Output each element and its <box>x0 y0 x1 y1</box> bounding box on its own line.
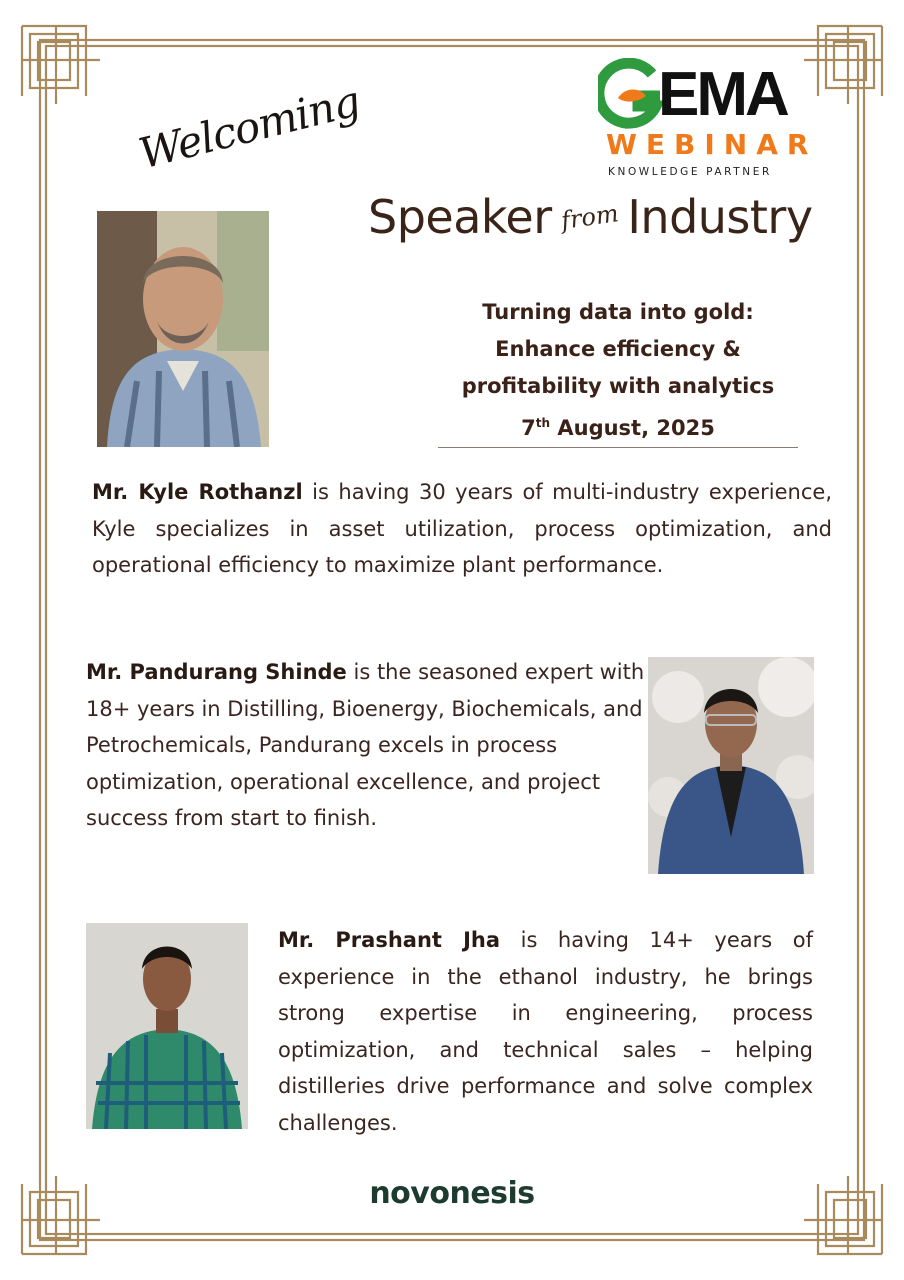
webinar-topic <box>438 294 798 447</box>
speaker-bio-pandurang <box>86 654 646 837</box>
title-from: from <box>559 199 620 235</box>
speaker-photo-prashant <box>86 923 248 1129</box>
speaker-photo-pandurang <box>648 657 814 874</box>
page-title <box>368 190 813 260</box>
title-industry: Industry <box>627 190 813 244</box>
topic-line-2: Enhance efficiency & <box>495 337 741 361</box>
gema-logo <box>598 58 818 182</box>
topic-line-1: Turning data into gold: <box>482 300 754 324</box>
welcoming-script: Welcoming <box>134 76 365 179</box>
speaker-bio-kyle <box>92 474 832 584</box>
topic-line-3: profitability with analytics <box>461 374 775 398</box>
date-rest: August, 2025 <box>550 416 715 440</box>
speaker-name-prashant: Mr. Prashant Jha <box>278 928 501 952</box>
date-day: 7 <box>521 416 536 440</box>
novonesis-logo: novonesis <box>369 1176 535 1211</box>
speaker-photo-kyle <box>97 211 269 447</box>
gema-wordmark: EMA <box>658 60 787 129</box>
speaker-name-kyle: Mr. Kyle Rothanzl <box>92 480 303 504</box>
webinar-date <box>438 405 798 447</box>
speaker-name-pandurang: Mr. Pandurang Shinde <box>86 660 347 684</box>
date-suffix: th <box>535 416 551 430</box>
speaker-desc-prashant: is having 14+ years of experience in the ethanol industry, he brings strong expertise in engineering, process optimization, and technical sales – helping distilleries drive performance and solve complex challenges. <box>278 928 813 1135</box>
knowledge-partner-label: KNOWLEDGE PARTNER <box>608 166 772 178</box>
speaker-desc-kyle: is having 30 years of multi-industry experience, Kyle specializes in asset utilization, process optimization, and operational efficiency to maximize plant performance. <box>92 480 832 577</box>
speaker-bio-prashant <box>278 922 813 1141</box>
topic-divider <box>438 447 798 448</box>
speaker-desc-pandurang: is the seasoned expert with 18+ years in Distilling, Bioenergy, Biochemicals, and Petrochemicals, Pandurang excels in process optimization, operational excellence, and project success from start to finish. <box>86 660 645 830</box>
webinar-label: WEBINAR <box>606 128 818 161</box>
title-speaker: Speaker <box>368 190 552 244</box>
